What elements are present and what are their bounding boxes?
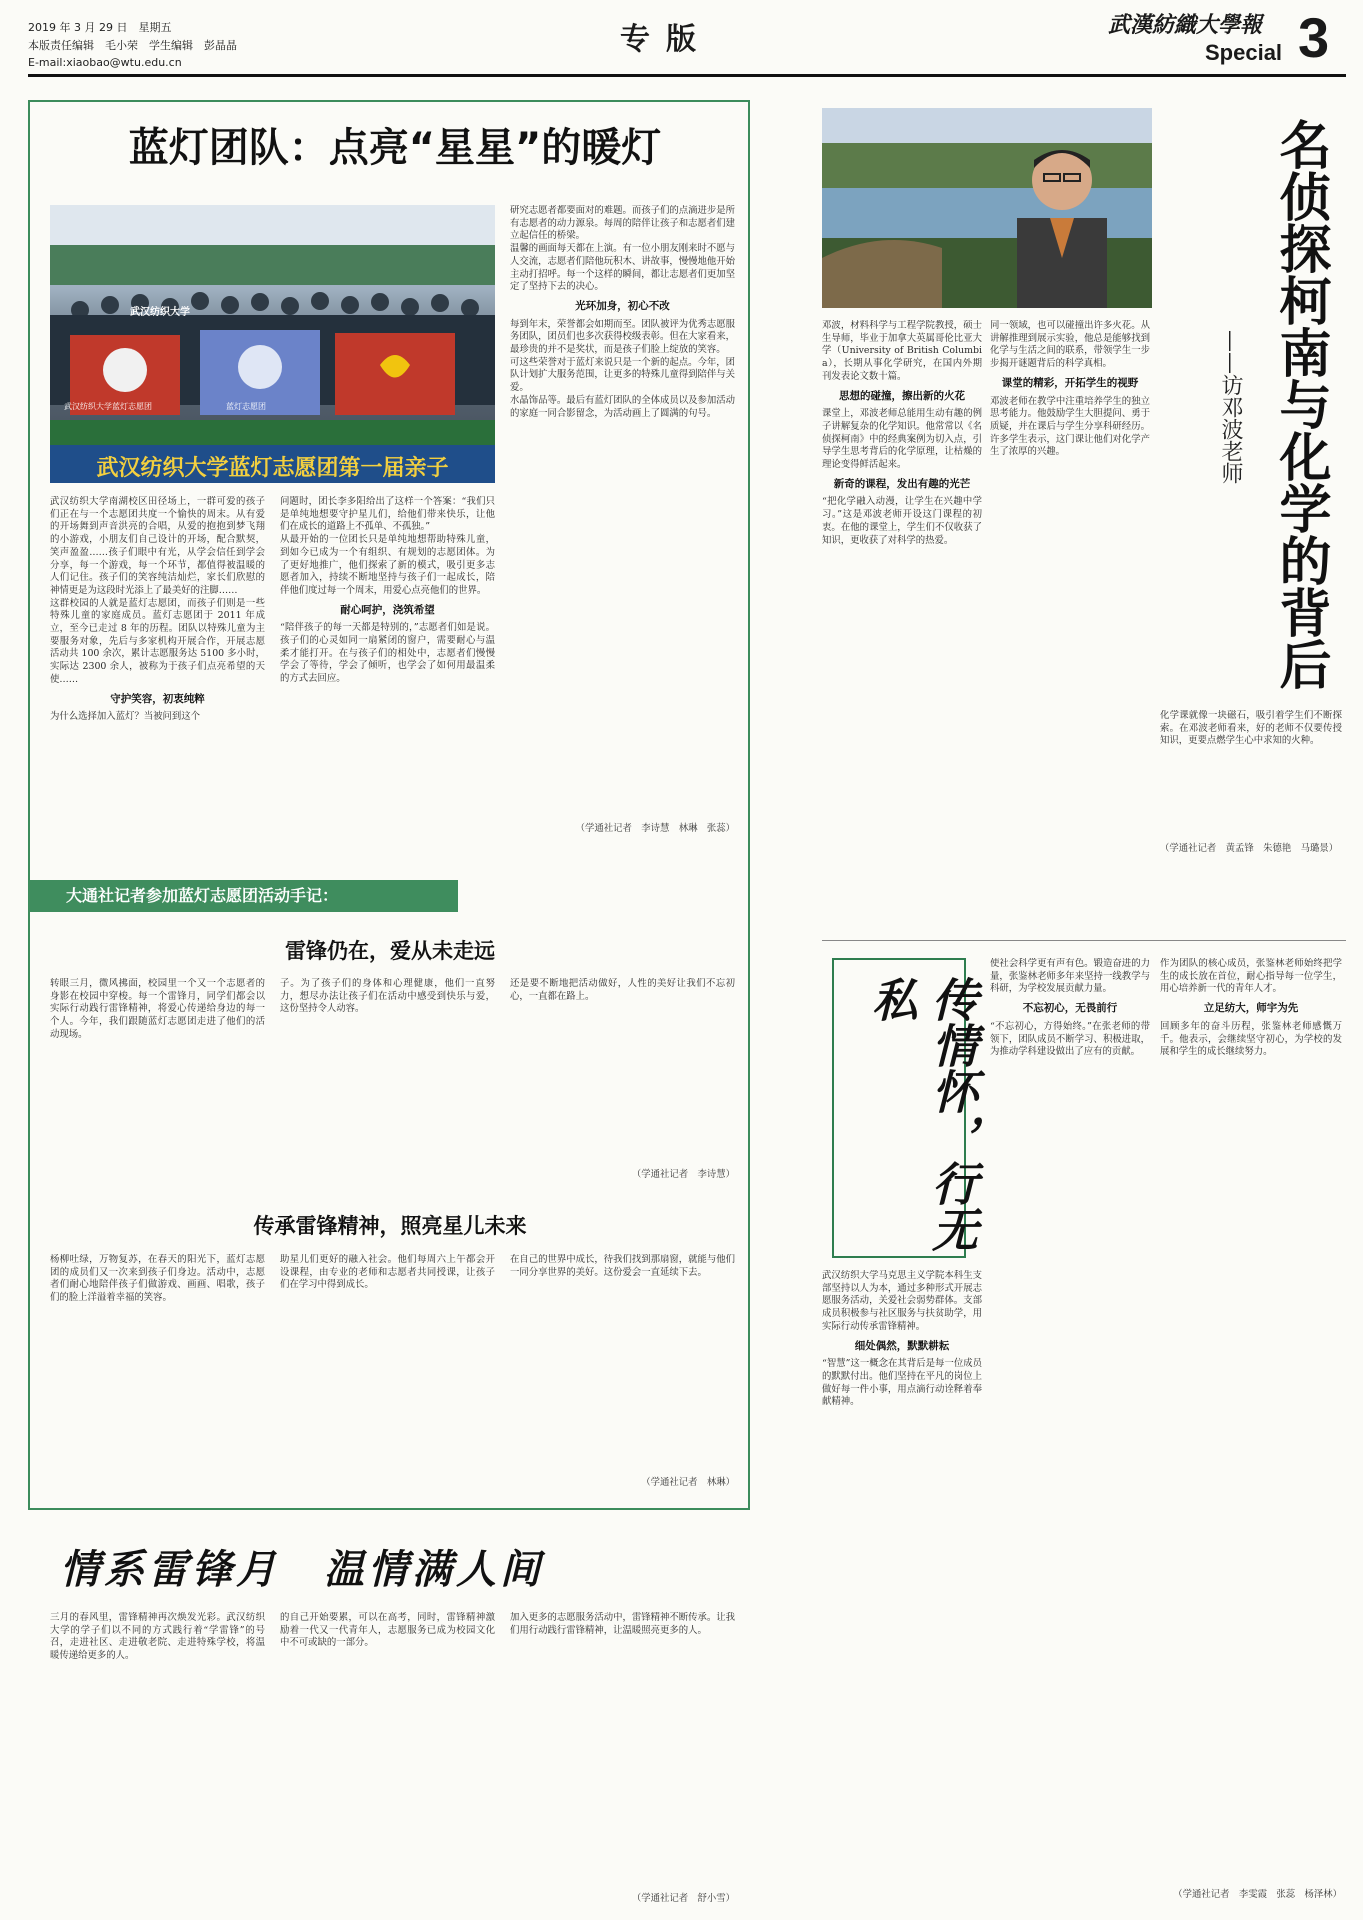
flag-label-3: 蓝灯志愿团 — [226, 402, 266, 411]
march-col3: 加入更多的志愿服务活动中，雷锋精神不断传承。让我们用行动践行雷锋精神，让温暖照亮更多的人。 — [510, 1612, 735, 1636]
editor-credits: 本版责任编辑 毛小荣 学生编辑 彭晶晶 — [28, 39, 237, 52]
flag-label-1: 武汉纺织大学 — [130, 307, 190, 318]
lantern-sub-2: 耐心呵护，浇筑希望 — [340, 603, 435, 616]
inherit-col1 — [822, 1270, 982, 1900]
section-title: 专版 — [620, 22, 712, 57]
page-number: 3 — [1298, 6, 1330, 69]
lantern-col1-para2: 这群校园的人就是蓝灯志愿团，而孩子们则是一些特殊儿童的家庭成员。蓝灯志愿团于 2011 年成立，至今已走过 8 年的历程。团队以特殊儿童为主要服务对象，先后与多家机构开展合作，开展志愿活动共 100 余次，累计志愿服务达 5100 多小时，实际达 2300 余人，被称为于孩子们点亮希望的天使…… — [50, 597, 265, 685]
notes-article2-col1: 杨柳吐绿，万物复苏，在春天的阳光下，蓝灯志愿团的成员们又一次来到孩子们身边。活动中，志愿者们耐心地陪伴孩子们做游戏、画画、唱歌，孩子们的脸上洋溢着幸福的笑容。 — [50, 1254, 265, 1304]
volunteer-group-photo — [50, 205, 495, 483]
detective-col3: 化学课就像一块磁石，吸引着学生们不断探索。在邓波老师看来，好的老师不仅要传授知识，更要点燃学生心中求知的火种。 — [1160, 710, 1342, 747]
masthead — [0, 0, 1363, 80]
lantern-col2-para3: “陪伴孩子的每一天都是特别的，”志愿者们如是说。孩子们的心灵如同一扇紧闭的窗户，需要耐心与温柔才能打开。在与孩子们的相处中，志愿者们慢慢学会了等待，学会了倾听，也学会了如何用最温柔的方式去回应。 — [280, 622, 495, 685]
contact-email: E-mail:xiaobao@wtu.edu.cn — [28, 56, 182, 69]
lantern-byline: （学通社记者 李诗慧 林琳 张蕊） — [575, 823, 735, 834]
inherit-sub-2: 不忘初心，无畏前行 — [1022, 1002, 1118, 1015]
march-title: 情系雷锋月 温情满人间 — [60, 1546, 544, 1593]
flag-label-2: 武汉纺织大学蓝灯志愿团 — [64, 402, 152, 411]
march-col2: 的自己开始要累，可以在高考，同时，雷锋精神激励着一代又一代青年人，志愿服务已成为校园文化中不可或缺的一部分。 — [280, 1612, 495, 1649]
lantern-col3-para5: 水晶饰品等。最后有蓝灯团队的全体成员以及参加活动的家庭一同合影留念，为活动画上了圆满的句号。 — [510, 394, 735, 419]
notes-article2-col2: 助星儿们更好的融入社会。他们每周六上午都会开设课程，由专业的老师和志愿者共同授课，让孩子们在学习中得到成长。 — [280, 1254, 495, 1291]
detective-intro: 邓波，材料科学与工程学院教授，硕士生导师，毕业于加拿大英属哥伦比亚大学（University of British Columbia），长期从事化学研究，在国内外期刊发表论文数十篇。 — [822, 320, 982, 382]
detective-subtitle: ——访邓波老师 — [1218, 330, 1243, 484]
lantern-col3-para1: 研究志愿者都要面对的难题。而孩子们的点滴进步是所有志愿者的动力源泉。每周的陪伴让孩子和志愿者们建立起信任的桥梁。 — [510, 205, 735, 242]
detective-para1: 课堂上，邓波老师总能用生动有趣的例子讲解复杂的化学知识。他常常以《名侦探柯南》中的经典案例为切入点，引导学生思考背后的化学原理，让枯燥的理论变得鲜活起来。 — [822, 408, 982, 471]
portrait-photo — [822, 108, 1152, 308]
section-divider — [822, 940, 1346, 941]
detective-title: 名侦探柯南与化学的背后 — [1270, 118, 1330, 690]
inherit-col3 — [1160, 958, 1342, 1878]
lantern-col3-para3: 每到年末，荣誉都会如期而至。团队被评为优秀志愿服务团队，团员们也多次获得校级表彰。但在大家看来，最珍贵的并不是奖状，而是孩子们脸上绽放的笑容。 — [510, 318, 735, 356]
lantern-col2 — [280, 496, 495, 814]
lantern-sub-1: 守护笑容，初衷纯粹 — [110, 692, 205, 705]
inherit-col3-para1: 作为团队的核心成员，张鉴林老师始终把学生的成长放在首位，耐心指导每一位学生，用心培养新一代的青年人才。 — [1160, 958, 1342, 995]
lantern-col2-para2: 从最开始的一位团长只是单纯地想帮助特殊儿童，到如今已成为一个有组织、有规划的志愿团体。为了更好地推广，他们探索了新的模式，吸引更多志愿者加入，持续不断地坚持与孩子们一起成长，陪伴他们度过每一个周末，用爱心点亮他们的世界。 — [280, 534, 495, 596]
detective-sub-3: 课堂的精彩，开拓学生的视野 — [1001, 376, 1139, 389]
detective-col2-para1: 同一领域，也可以碰撞出许多火花。从讲解推理到展示实验，他总是能够找到化学与生活之间的联系，带领学生一步步揭开谜题背后的科学真相。 — [990, 320, 1150, 370]
notes-article2-headline: 传承雷锋精神，照亮星儿未来 — [253, 1214, 527, 1238]
inherit-col2 — [990, 958, 1150, 1898]
lantern-col1-para3: 为什么选择加入蓝灯？当被问到这个 — [50, 711, 201, 723]
lantern-col3-para4: 可这些荣誉对于蓝灯来说只是一个新的起点。今年，团队计划扩大服务范围，让更多的特殊儿童得到陪伴与关爱。 — [510, 356, 735, 394]
lantern-headline: 蓝灯团队：点亮“星星”的暖灯 — [128, 125, 662, 171]
notes-article1-headline: 雷锋仍在，爱从未走远 — [285, 939, 495, 963]
detective-sub-2: 新奇的课程，发出有趣的光芒 — [833, 477, 971, 490]
photo-banner-text: 武汉纺织大学蓝灯志愿团第一届亲子 — [96, 456, 449, 481]
lantern-col3-para2: 温馨的画面每天都在上演。有一位小朋友刚来时不愿与人交流，志愿者们陪他玩积木、讲故事，慢慢地他开始主动打招呼。每一个这样的瞬间，都让志愿者们更加坚定了坚持下去的决心。 — [510, 243, 735, 293]
newspaper-logo: 武漢紡織大學報 — [1108, 12, 1263, 38]
notes-banner: 大通社记者参加蓝灯志愿团活动手记： — [28, 880, 458, 912]
inherit-col2-para1: 使社会科学更有声有色。锻造奋进的力量，张鉴林老师多年来坚持一线教学与科研，为学校发展贡献力量。 — [990, 958, 1150, 995]
lantern-col2-para1: 问题时，团长李多阳给出了这样一个答案：“我们只是单纯地想要守护星儿们，给他们带来快乐，让他们在成长的道路上不孤单、不孤独。” — [280, 496, 495, 533]
inherit-title: 传情怀，行无私 — [865, 976, 979, 1252]
detective-col2-para2: 邓波老师在教学中注重培养学生的独立思考能力。他鼓励学生大胆提问、勇于质疑，并在课后与学生分享科研经历。许多学生表示，这门课让他们对化学产生了浓厚的兴趣。 — [990, 395, 1150, 458]
lantern-col3 — [510, 205, 735, 795]
inherit-col3-para2: 回顾多年的奋斗历程，张鉴林老师感慨万千。他表示，会继续坚守初心，为学校的发展和学生的成长继续努力。 — [1160, 1020, 1342, 1058]
inherit-byline: （学通社记者 李雯霞 张蕊 杨泽林） — [1173, 1889, 1342, 1900]
detective-byline: （学通社记者 黄孟锋 朱德艳 马璐景） — [1160, 843, 1339, 854]
lantern-col1-para1: 武汉纺织大学南湖校区田径场上，一群可爱的孩子们正在与一个志愿团共度一个愉快的周末。从有爱的开场舞到声音洪亮的合唱，从爱的抱抱到梦飞翔的小游戏，小朋友们自己设计的开场，配合默契，笑声盈盈……孩子们眼中有光，从学会信任到学会分享，每一个游戏，每一个环节，都值得被温暖的人们记住。孩子们的笑容纯洁灿烂，家长们欣慰的神情更是为这段时光添上了最美好的注脚…… — [50, 496, 265, 596]
issue-date: 2019 年 3 月 29 日 星期五 — [28, 21, 172, 34]
masthead-rule — [28, 74, 1346, 77]
inherit-col1-para1: 武汉纺织大学马克思主义学院本科生支部坚持以人为本，通过多种形式开展志愿服务活动，关爱社会弱势群体。支部成员积极参与社区服务与扶贫助学，用实际行动传承雷锋精神。 — [822, 1270, 982, 1332]
inherit-sub-3: 立足纺大，师宇为先 — [1203, 1002, 1299, 1015]
notes-article2-col3: 在自己的世界中成长，待我们找到那扇窗，就能与他们一同分享世界的美好。这份爱会一直延续下去。 — [510, 1254, 735, 1278]
detective-para2: “把化学融入动漫，让学生在兴趣中学习。”这是邓波老师开设这门课程的初衷。在他的课堂上，学生们不仅收获了知识，更收获了对科学的热爱。 — [822, 496, 982, 546]
notes-article1-col1: 转眼三月，微风拂面，校园里一个又一个志愿者的身影在校园中穿梭。每一个雷锋月，同学们都会以实际行动践行雷锋精神，将爱心传递给身边的每一个人。今年，我们跟随蓝灯志愿团走进了他们的活动现场。 — [50, 978, 265, 1040]
detective-sub-1: 思想的碰撞，擦出新的火花 — [839, 389, 965, 402]
detective-col1 — [822, 320, 982, 830]
lantern-col1 — [50, 496, 265, 814]
notes-article1-col2: 子。为了孩子们的身体和心理健康，他们一直努力，想尽办法让孩子们在活动中感受到快乐与爱，这份坚持令人动容。 — [280, 978, 495, 1015]
inherit-sub-1: 细处偶然，默默耕耘 — [854, 1339, 950, 1352]
inherit-col1-para2: “智慧”这一概念在其背后是每一位成员的默默付出。他们坚持在平凡的岗位上做好每一件小事，用点滴行动诠释着奉献精神。 — [822, 1358, 982, 1408]
inherit-title-box — [832, 958, 979, 1258]
detective-col2 — [990, 320, 1150, 830]
notes-article1-byline: （学通社记者 李诗慧） — [631, 1169, 735, 1180]
special-label: Special — [1205, 40, 1283, 65]
inherit-col2-para2: “不忘初心，方得始终。”在张老师的带领下，团队成员不断学习、积极进取，为推动学科建设做出了应有的贡献。 — [990, 1020, 1150, 1058]
notes-article2-byline: （学通社记者 林琳） — [641, 1477, 735, 1488]
lantern-sub-3: 光环加身，初心不改 — [575, 299, 670, 312]
march-byline: （学通社记者 舒小雪） — [631, 1893, 735, 1904]
march-col1: 三月的春风里，雷锋精神再次焕发光彩。武汉纺织大学的学子们以不同的方式践行着“学雷锋”的号召，走进社区、走进敬老院、走进特殊学校，将温暖传递给更多的人。 — [50, 1612, 265, 1662]
notes-article1-col3: 还是要不断地把活动做好，人性的美好让我们不忘初心，一直都在路上。 — [510, 978, 735, 1002]
